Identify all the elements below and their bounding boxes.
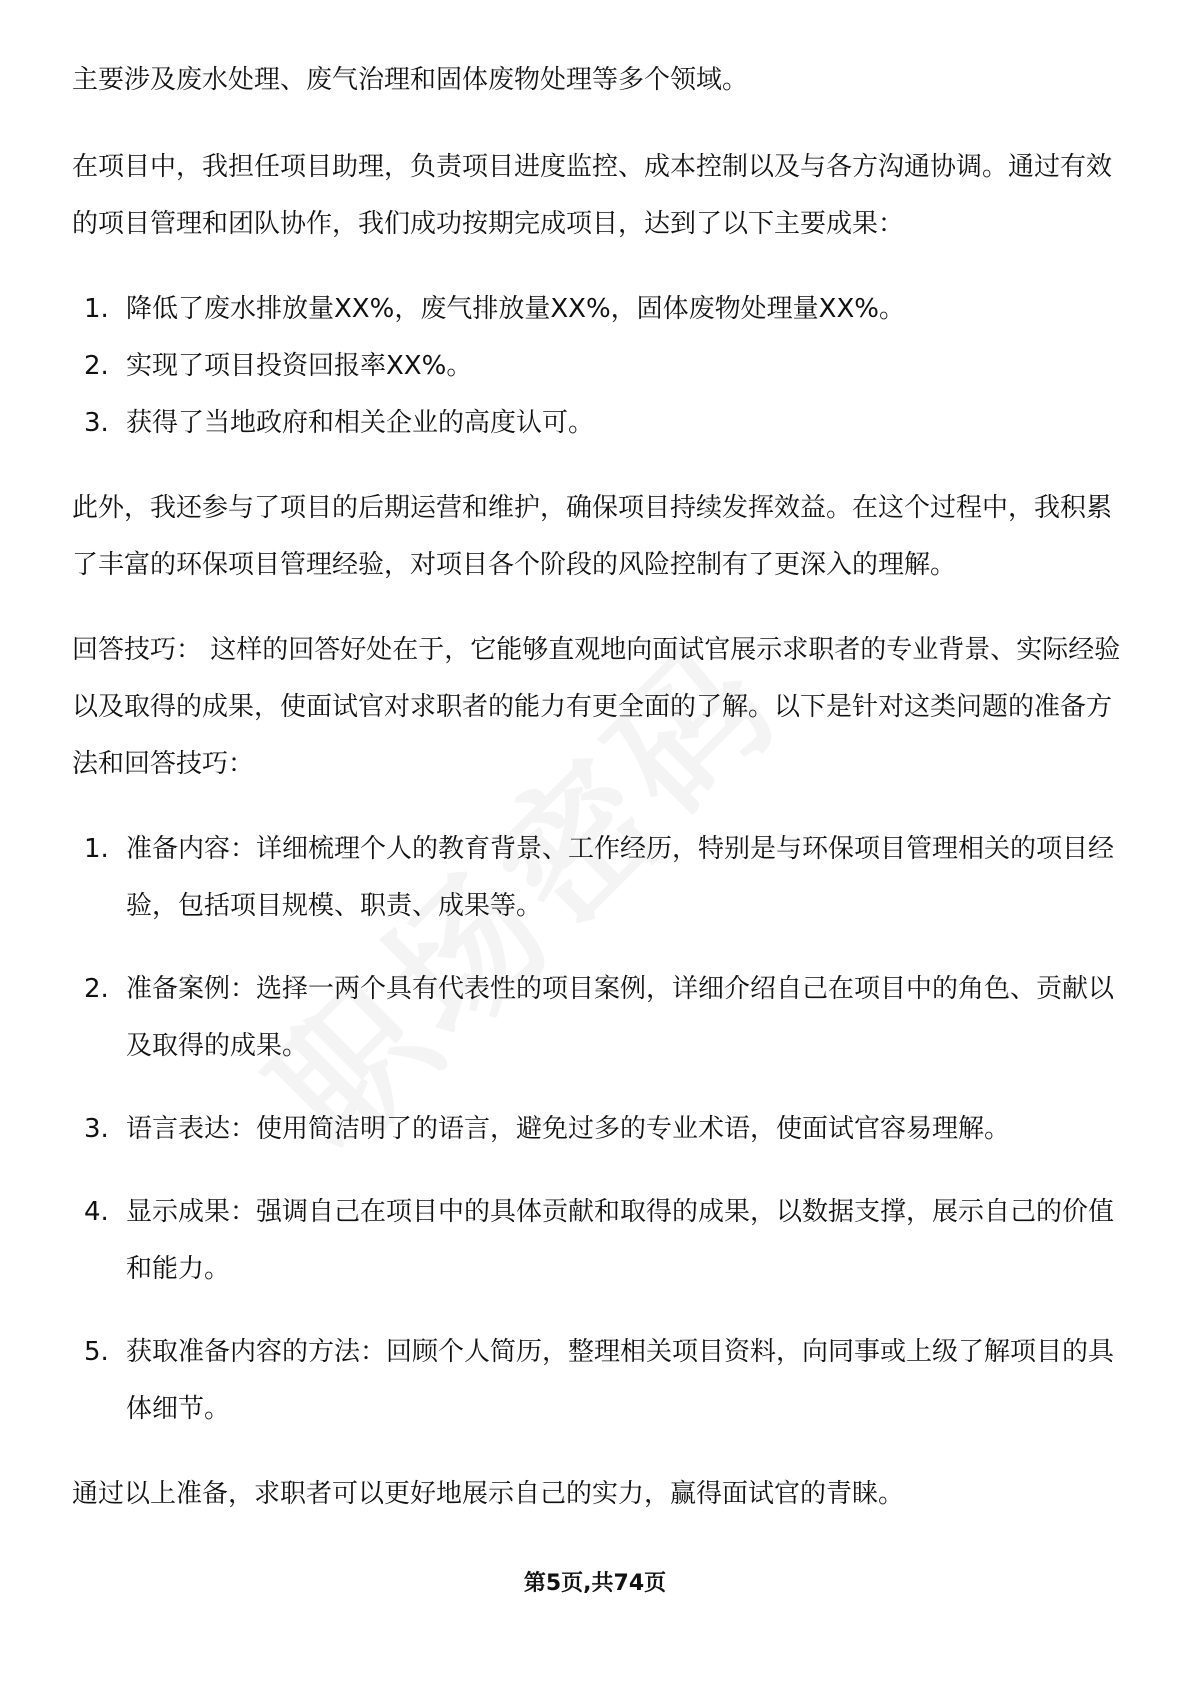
list-item — [72, 1101, 1122, 1158]
list-item — [72, 395, 1122, 452]
list-item-number: 1. — [84, 834, 109, 864]
list-item-number: 2. — [84, 351, 109, 381]
list-item-number: 1. — [84, 294, 109, 324]
list-item-number: 2. — [84, 974, 109, 1004]
document-body — [72, 52, 1122, 1523]
list-item-text: 语言表达：使用简洁明了的语言，避免过多的专业术语，使面试官容易理解。 — [126, 1114, 1011, 1144]
list-item-number: 5. — [84, 1337, 109, 1367]
list-item — [72, 338, 1122, 395]
list-item-number: 3. — [84, 1114, 109, 1144]
intro-tail-paragraph: 主要涉及废水处理、废气治理和固体废物处理等多个领域。 — [72, 65, 749, 95]
list-item — [72, 821, 1122, 935]
results-list — [72, 281, 1122, 452]
page-number-footer: 第5页,共74页 — [523, 1571, 667, 1596]
list-item — [72, 1324, 1122, 1438]
list-item-number: 4. — [84, 1197, 109, 1227]
tips-list — [72, 821, 1122, 1438]
list-item-text: 实现了项目投资回报率XX%。 — [126, 351, 473, 381]
role-paragraph: 在项目中，我担任项目助理，负责项目进度监控、成本控制以及与各方沟通协调。通过有效的项目管理和团队协作，我们成功按期完成项目，达到了以下主要成果： — [72, 152, 1113, 239]
list-item-text: 准备内容：详细梳理个人的教育背景、工作经历，特别是与环保项目管理相关的项目经验，包括项目规模、职责、成果等。 — [126, 834, 1115, 921]
list-item-text: 获取准备内容的方法：回顾个人简历，整理相关项目资料，向同事或上级了解项目的具体细节。 — [126, 1337, 1115, 1424]
list-item-text: 获得了当地政府和相关企业的高度认可。 — [126, 408, 595, 438]
list-item-text: 显示成果：强调自己在项目中的具体贡献和取得的成果，以数据支撑，展示自己的价值和能力。 — [126, 1197, 1115, 1284]
closing-paragraph: 通过以上准备，求职者可以更好地展示自己的实力，赢得面试官的青睐。 — [72, 1479, 905, 1509]
list-item — [72, 1184, 1122, 1298]
list-item — [72, 961, 1122, 1075]
list-item — [72, 281, 1122, 338]
list-item-text: 降低了废水排放量XX%，废气排放量XX%，固体废物处理量XX%。 — [126, 294, 905, 324]
list-item-text: 准备案例：选择一两个具有代表性的项目案例，详细介绍自己在项目中的角色、贡献以及取得的成果。 — [126, 974, 1115, 1061]
tips-paragraph: 回答技巧： 这样的回答好处在于，它能够直观地向面试官展示求职者的专业背景、实际经验以及取得的成果，使面试官对求职者的能力有更全面的了解。以下是针对这类问题的准备方法和回答技巧： — [72, 635, 1121, 779]
extra-paragraph: 此外，我还参与了项目的后期运营和维护，确保项目持续发挥效益。在这个过程中，我积累了丰富的环保项目管理经验，对项目各个阶段的风险控制有了更深入的理解。 — [72, 493, 1113, 580]
list-item-number: 3. — [84, 408, 109, 438]
